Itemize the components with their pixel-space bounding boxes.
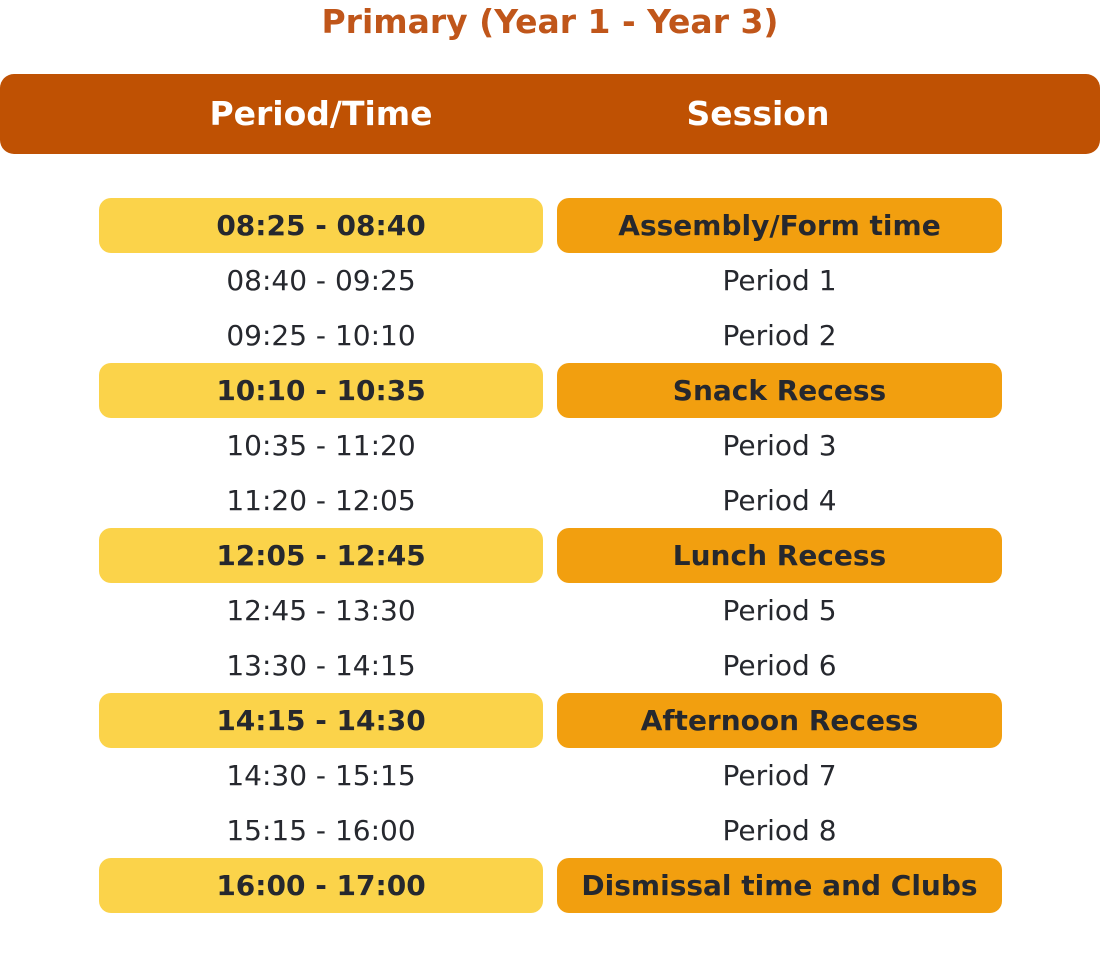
session-cell: Period 2	[722, 319, 837, 352]
time-cell: 14:30 - 15:15	[226, 759, 416, 792]
session-cell: Snack Recess	[557, 363, 1002, 418]
timetable-rows	[99, 198, 1002, 913]
timetable-row	[99, 473, 1002, 528]
timetable-row	[99, 418, 1002, 473]
session-cell: Period 6	[722, 649, 837, 682]
time-cell: 10:10 - 10:35	[99, 363, 543, 418]
timetable-row	[99, 583, 1002, 638]
timetable-row	[99, 638, 1002, 693]
time-cell: 15:15 - 16:00	[226, 814, 416, 847]
timetable-header	[0, 74, 1100, 154]
timetable-row	[99, 748, 1002, 803]
time-cell: 14:15 - 14:30	[99, 693, 543, 748]
session-cell: Dismissal time and Clubs	[557, 858, 1002, 913]
session-cell: Period 8	[722, 814, 837, 847]
timetable-row	[99, 253, 1002, 308]
time-cell: 12:45 - 13:30	[226, 594, 416, 627]
time-cell: 08:40 - 09:25	[226, 264, 416, 297]
timetable-row	[99, 363, 1002, 418]
session-cell: Period 5	[722, 594, 837, 627]
time-cell: 11:20 - 12:05	[226, 484, 416, 517]
session-cell: Assembly/Form time	[557, 198, 1002, 253]
session-cell: Period 3	[722, 429, 837, 462]
timetable-row	[99, 198, 1002, 253]
time-cell: 10:35 - 11:20	[226, 429, 416, 462]
session-cell: Period 1	[722, 264, 837, 297]
time-cell: 09:25 - 10:10	[226, 319, 416, 352]
header-period-time: Period/Time	[209, 94, 433, 133]
timetable-row	[99, 858, 1002, 913]
time-cell: 08:25 - 08:40	[99, 198, 543, 253]
time-cell: 12:05 - 12:45	[99, 528, 543, 583]
session-cell: Lunch Recess	[557, 528, 1002, 583]
timetable-row	[99, 528, 1002, 583]
timetable-row	[99, 308, 1002, 363]
time-cell: 16:00 - 17:00	[99, 858, 543, 913]
page-title: Primary (Year 1 - Year 3)	[321, 2, 779, 41]
timetable-row	[99, 693, 1002, 748]
header-session: Session	[686, 94, 830, 133]
time-cell: 13:30 - 14:15	[226, 649, 416, 682]
session-cell: Period 7	[722, 759, 837, 792]
session-cell: Period 4	[722, 484, 837, 517]
session-cell: Afternoon Recess	[557, 693, 1002, 748]
timetable-row	[99, 803, 1002, 858]
